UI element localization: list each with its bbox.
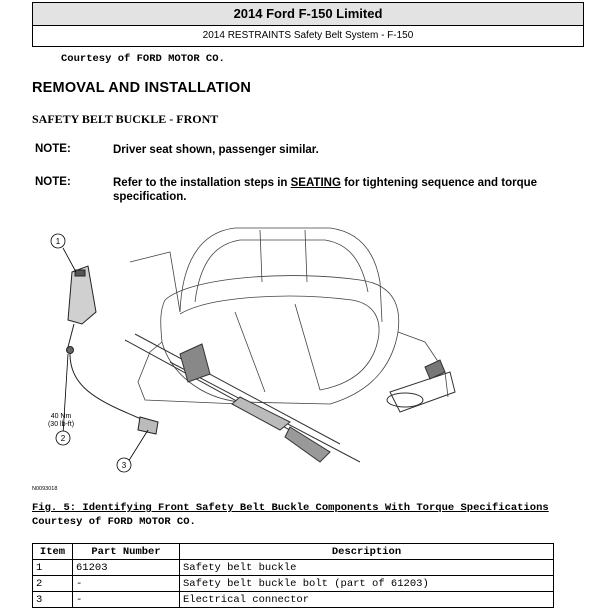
seat-track-rail-2	[135, 334, 340, 444]
note-label-2: NOTE:	[35, 176, 71, 188]
electrical-connector	[138, 417, 158, 434]
seat-cushion-inner-line	[180, 296, 379, 390]
figure-caption: Fig. 5: Identifying Front Safety Belt Buckle Components With Torque Specifications	[32, 502, 549, 514]
part-number-cell: -	[73, 592, 180, 608]
buckle-wiring-harness	[70, 354, 148, 422]
section-title: REMOVAL AND INSTALLATION	[32, 80, 252, 96]
seat-anchor-bolt	[387, 393, 423, 407]
figure-id: N0093018	[32, 486, 58, 492]
buckle-release-button	[75, 270, 85, 276]
part-number-cell: 61203	[73, 560, 180, 576]
description-cell: Electrical connector	[180, 592, 554, 608]
table-row	[33, 560, 554, 576]
parts-table	[32, 543, 554, 608]
seat-back-stitch-lines	[260, 230, 307, 282]
seat-cushion-seams	[235, 304, 320, 392]
courtesy-line-top: Courtesy of FORD MOTOR CO.	[61, 53, 225, 65]
note-text-2-after: for tightening sequence and torque specification.	[113, 177, 538, 203]
note-text-1: Driver seat shown, passenger similar.	[113, 144, 319, 156]
description-cell: Safety belt buckle bolt (part of 61203)	[180, 576, 554, 592]
item-cell: 3	[33, 592, 73, 608]
courtesy-line-bottom: Courtesy of FORD MOTOR CO.	[32, 516, 196, 528]
item-cell: 1	[33, 560, 73, 576]
seat-back-inner-line	[195, 240, 368, 302]
callout-2-number: 2	[60, 434, 66, 443]
vehicle-title: 2014 Ford F-150 Limited	[33, 3, 583, 26]
table-row	[33, 576, 554, 592]
item-cell: 2	[33, 576, 73, 592]
seat-back-outline	[180, 228, 382, 322]
callout-1-leader	[63, 248, 76, 272]
note-label-1: NOTE:	[35, 143, 71, 155]
column-header-description: Description	[180, 544, 554, 560]
seat-rear-latch	[425, 360, 445, 379]
callout-3-leader	[128, 430, 148, 462]
document-header	[32, 2, 584, 47]
seat-track-rear-bracket	[390, 372, 455, 412]
system-subtitle: 2014 RESTRAINTS Safety Belt System - F-150	[202, 30, 414, 41]
description-cell: Safety belt buckle	[180, 560, 554, 576]
torque-value-alt: (30 lb-ft)	[47, 421, 75, 428]
callout-1-number: 1	[55, 237, 61, 246]
note-text-2	[113, 176, 583, 204]
seating-link[interactable]: SEATING	[290, 177, 341, 189]
seat-track-end	[285, 427, 330, 462]
table-row	[33, 592, 554, 608]
seat-buckle-illustration	[30, 222, 480, 494]
column-header-part-number: Part Number	[73, 544, 180, 560]
note-text-2-before: Refer to the installation steps in	[113, 177, 291, 189]
column-header-item: Item	[33, 544, 73, 560]
callout-3-number: 3	[121, 461, 127, 470]
subsection-title: SAFETY BELT BUCKLE - FRONT	[32, 112, 219, 126]
torque-value: 40 Nm	[50, 413, 72, 420]
table-header-row	[33, 544, 554, 560]
seat-motor	[180, 344, 210, 382]
buckle-bolt	[67, 347, 74, 354]
seat-back-left-edge	[130, 252, 180, 312]
part-number-cell: -	[73, 576, 180, 592]
